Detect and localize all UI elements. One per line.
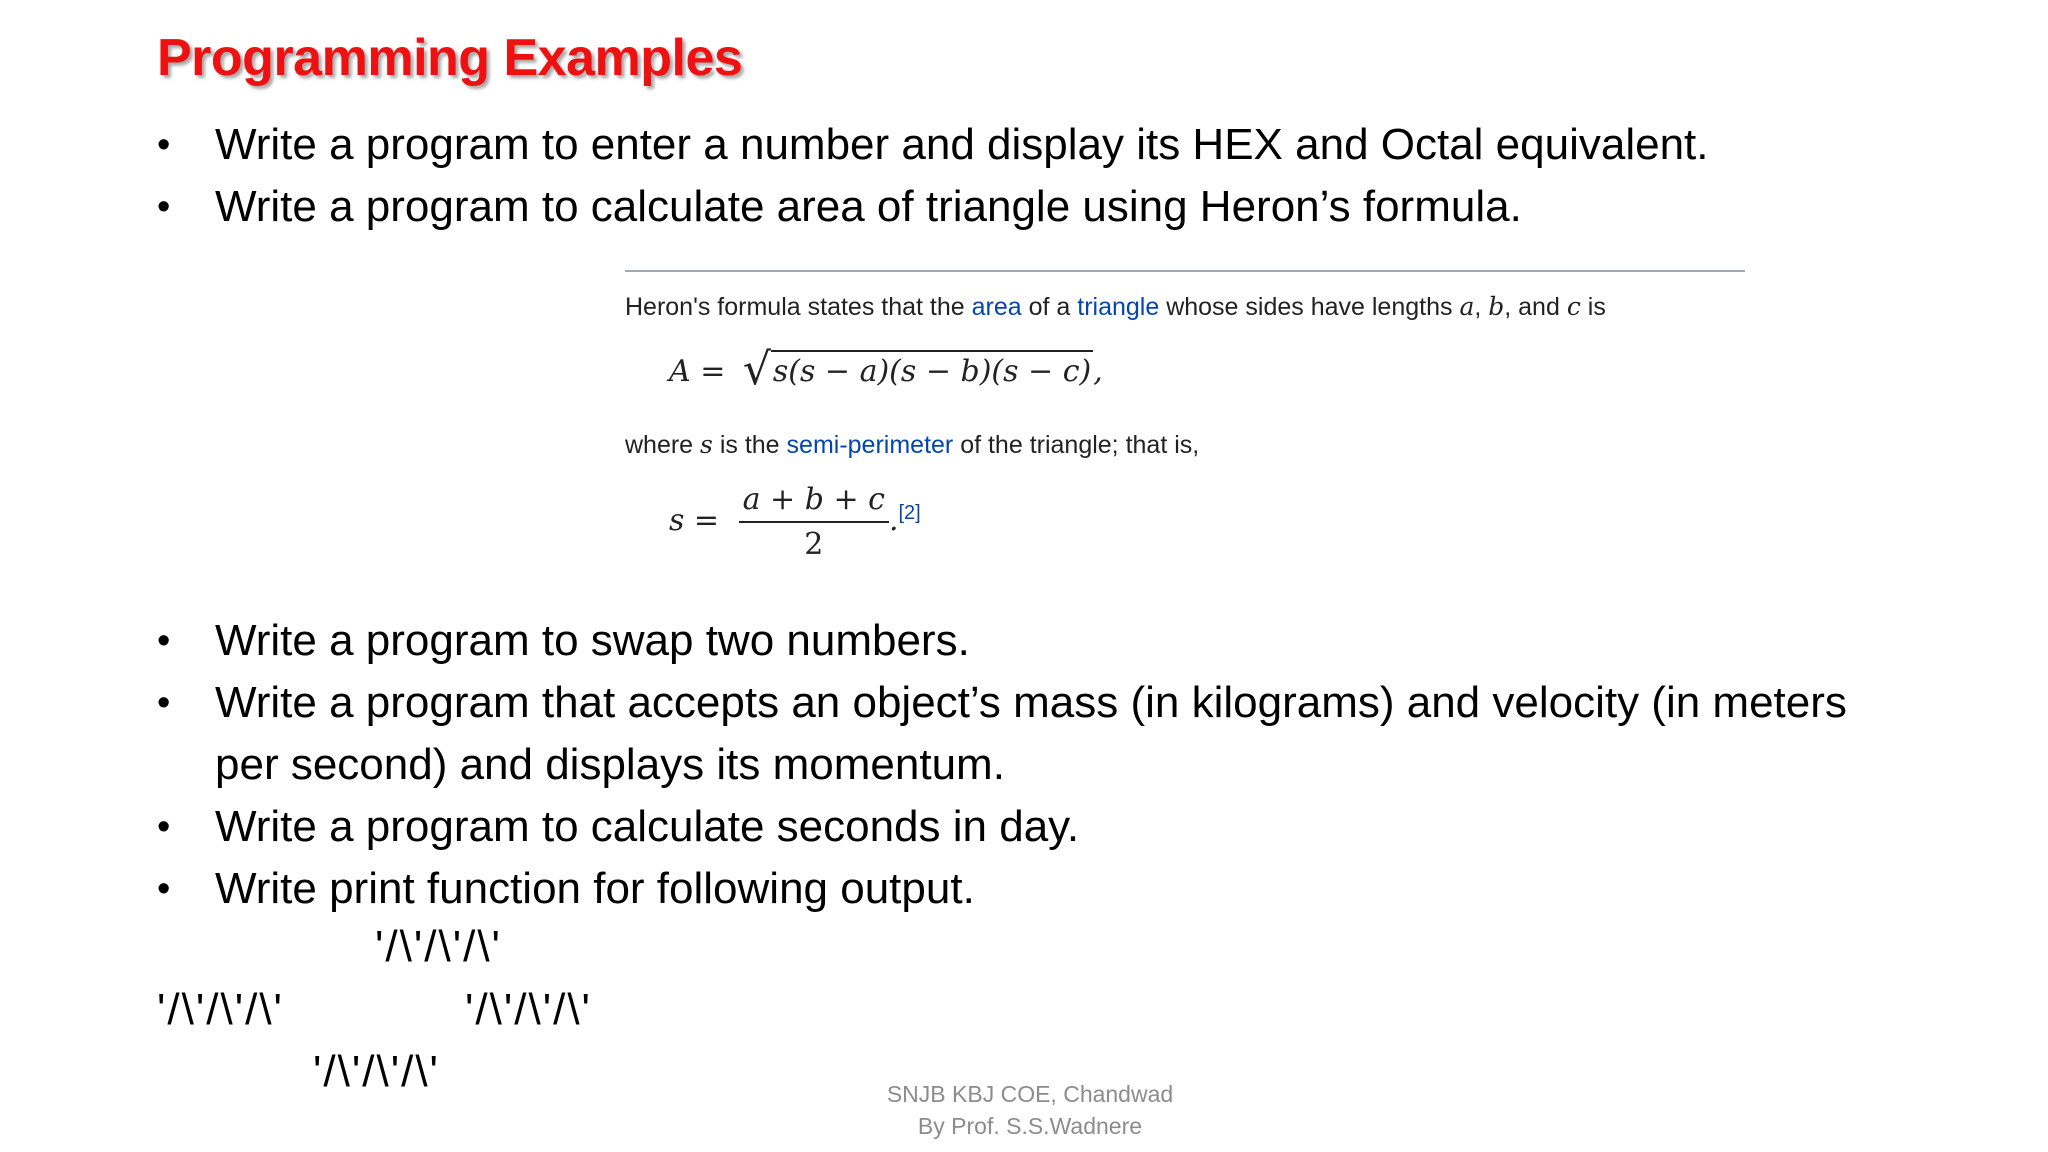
radical-icon: √ (742, 344, 771, 395)
slide-footer (870, 1078, 1190, 1142)
semi-perimeter-link[interactable]: semi-perimeter (786, 431, 954, 459)
bullet-item: • Write print function for following output. (157, 858, 1857, 920)
area-link[interactable]: area (971, 293, 1022, 321)
heron-description: Heron's formula states that the area of a triangle whose sides have lengths a, b, and c is (625, 292, 1606, 321)
pattern-line: '/\'/\'/\' (313, 1047, 440, 1096)
bullet-item: • Write a program to swap two numbers. (157, 610, 1857, 672)
square-root: √ s(s − a)(s − b)(s − c) (742, 344, 1092, 395)
area-formula: A = √ s(s − a)(s − b)(s − c), (669, 344, 1103, 395)
slide-title: Programming Examples (157, 29, 743, 87)
triangle-link[interactable]: triangle (1077, 293, 1160, 321)
footer-college: SNJB KBJ COE, Chandwad (886, 1081, 1174, 1107)
footer-author: By Prof. S.S.Wadnere (917, 1113, 1143, 1139)
bullet-list-bottom (157, 610, 1857, 920)
fraction: $\frac{a + b + c}{2}$ (739, 482, 889, 562)
bullet-item: • Write a program that accepts an object’s mass (in kilograms) and velocity (in meters per second) and displays its momentum. (157, 672, 1857, 796)
pattern-line: '/\'/\'/\' (157, 985, 284, 1034)
heron-formula-image (625, 270, 1745, 570)
bullet-list-top (157, 114, 1857, 238)
citation-link[interactable]: [2] (898, 502, 921, 524)
semi-perimeter-formula: s = $\frac{a + b + c}{2}$ .[2] (669, 482, 921, 562)
bullet-item: • Write a program to calculate area of triangle using Heron’s formula. (157, 176, 1857, 238)
semi-perimeter-description: where s is the semi-perimeter of the triangle; that is, (625, 430, 1200, 459)
pattern-line: '/\'/\'/\' (465, 985, 592, 1034)
bullet-item: • Write a program to enter a number and display its HEX and Octal equivalent. (157, 114, 1857, 176)
pattern-line: '/\'/\'/\' (375, 922, 502, 971)
divider (625, 270, 1745, 272)
bullet-item: • Write a program to calculate seconds in day. (157, 796, 1857, 858)
